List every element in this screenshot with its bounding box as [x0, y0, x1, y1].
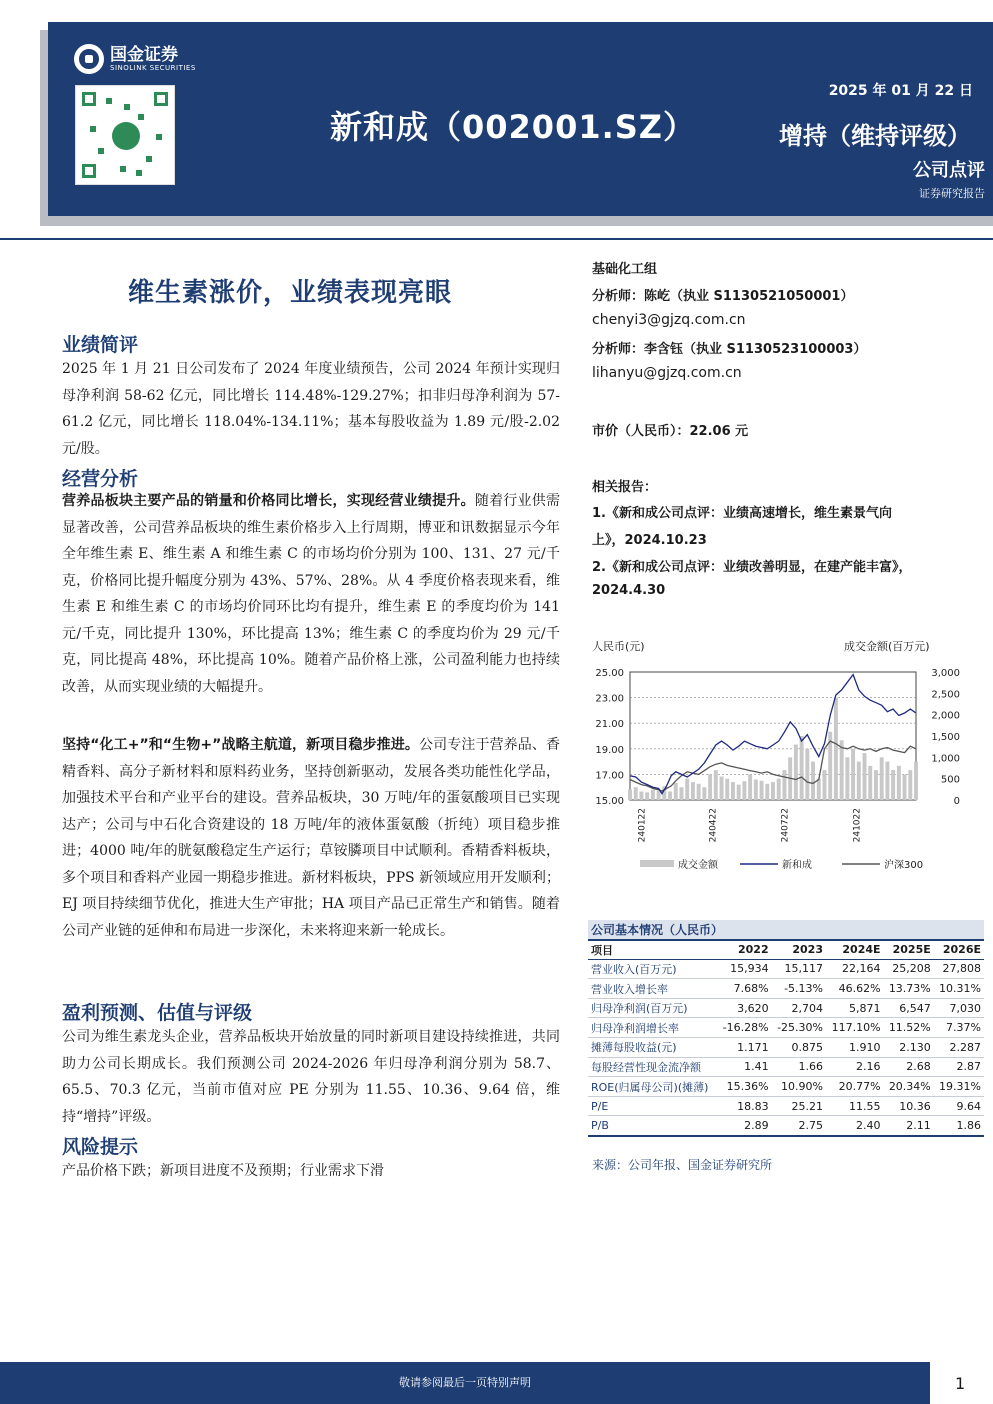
operations-lead-1: 营养品板块主要产品的销量和价格同比增长，实现经营业绩提升。 [62, 493, 475, 509]
table-cell: 11.55 [826, 1096, 884, 1116]
table-cell: 2.16 [826, 1057, 884, 1077]
volume-bar [720, 777, 724, 800]
volume-bar [857, 762, 861, 800]
table-cell: 20.77% [826, 1077, 884, 1097]
volume-bar [891, 770, 895, 800]
stock-chart [588, 636, 973, 881]
table-cell: 2023 [772, 940, 826, 960]
right-tick-label: 1,500 [931, 732, 960, 743]
volume-bar [903, 774, 907, 800]
table-cell: 22,164 [826, 959, 884, 979]
table-row-label: ROE(归属母公司)(摊薄) [588, 1077, 717, 1097]
table-cell: 1.66 [772, 1057, 826, 1077]
volume-bar [680, 787, 684, 800]
volume-bar [782, 770, 786, 800]
table-row-label: P/B [588, 1116, 717, 1136]
volume-bar [845, 757, 849, 800]
table-cell: 10.36 [884, 1096, 934, 1116]
x-tick-label: 240422 [708, 808, 719, 843]
table-cell: 27,808 [934, 959, 984, 979]
operations-text-1: 随着行业供需显著改善，公司营养品板块的维生素价格步入上行周期，博亚和讯数据显示今年全年维生素 E、维生素 A 和维生素 C 的市场均价分别为 100、131、27 元/千克，价格同比提升幅度分别为 43%、57%、28%。从 4 季度价格表现来看，维生素 E 和维生素 C 的市场均价同环比均有提升，维生素 E 的季度均价为 141 元/千克，同比提升 130%，环比提高 13%；维生素 C 的季度均价为 29 元/千克，同比提高 48%，环比提高 10%。随着产品价格上涨，公司盈利能力也持续改善，从而实现业绩的大幅提升。 [62, 493, 561, 695]
volume-bar [805, 749, 809, 800]
table-cell: -25.30% [772, 1018, 826, 1038]
table-row-label: 摊薄每股收益(元) [588, 1038, 717, 1058]
report-type: 公司点评 [913, 160, 985, 181]
table-cell: 6,547 [884, 998, 934, 1018]
table-cell: 19.31% [934, 1077, 984, 1097]
table-cell: 117.10% [826, 1018, 884, 1038]
left-tick-label: 17.00 [595, 770, 624, 782]
volume-bar [811, 762, 815, 800]
volume-bar [708, 774, 712, 800]
table-cell: 15,934 [717, 959, 771, 979]
volume-bar [800, 736, 804, 800]
x-tick-label: 241022 [852, 808, 863, 843]
table-row [588, 979, 984, 999]
logo-text-cn: 国金证券 [110, 44, 178, 65]
footer-bar [0, 1362, 930, 1404]
right-tick-label: 2,500 [931, 689, 960, 701]
forecast-text: 公司为维生素龙头企业，营养品板块开始放量的同时新项目建设持续推进，共同助力公司长期成长。我们预测公司 2024-2026 年归母净利润分别为 58.7、65.5、70.3 亿元，当前市值对应 PE 分别为 11.55、10.36、9.64 倍，维持“增持”评级。 [62, 1029, 560, 1125]
table-row-label: 项目 [588, 940, 717, 960]
table-cell: 2.68 [884, 1057, 934, 1077]
brand-logo [74, 44, 196, 74]
table-row [588, 1038, 984, 1058]
table-row-label: 归母净利润(百万元) [588, 998, 717, 1018]
page-title: 新和成（002001.SZ） [330, 108, 697, 146]
legend-label-index: 沪深300 [884, 860, 924, 871]
related-report-2-line-2[interactable]: 2024.4.30 [592, 583, 666, 598]
table-cell: 2.287 [934, 1038, 984, 1058]
legend-label-stock: 新和成 [782, 860, 812, 871]
table-cell: 0.875 [772, 1038, 826, 1058]
volume-bar [771, 782, 775, 800]
volume-bar [840, 740, 844, 800]
table-cell: 15.36% [717, 1077, 771, 1097]
related-report-2-line-1[interactable]: 2.《新和成公司点评：业绩改善明显，在建产能丰富》， [592, 560, 912, 575]
report-date: 2025 年 01 月 22 日 [828, 83, 973, 99]
left-tick-label: 23.00 [595, 693, 624, 705]
right-axis-label: 成交金额(百万元) [844, 640, 930, 653]
table-cell: 2.11 [884, 1116, 934, 1136]
analyst-1: 分析师：陈屹（执业 S1130521050001） [592, 289, 854, 304]
operations-para-1 [62, 488, 560, 700]
table-cell: 20.34% [884, 1077, 934, 1097]
report-subtype: 证券研究报告 [919, 187, 985, 200]
volume-bar [657, 791, 661, 800]
table-row [588, 1116, 984, 1136]
volume-bar [634, 787, 638, 800]
right-tick-label: 1,000 [931, 753, 960, 765]
operations-text-2: 公司专注于营养品、香精香料、高分子新材料和原料药业务，坚持创新驱动，发展各类功能性化学品，加强技术平台和产业平台的建设。营养品板块，30 万吨/年的蛋氨酸项目已实现达产；公司与中石化合资建设的 18 万吨/年的液体蛋氨酸（折纯）项目稳步推进；4000 吨/年的胱氨酸稳定生产运行；草铵膦项目中试顺利。香精香料板块，多个项目和香料产业园一期稳步推进。新材料板块，PPS 新领域应用开发顺利；EJ 项目持续细节优化，推进大生产审批；HA 项目产品已正常生产和销售。随着公司产业链的延伸和布局进一步深化，未来将迎来新一轮成长。 [62, 737, 561, 939]
table-cell: 7.37% [934, 1018, 984, 1038]
volume-bar [817, 779, 821, 800]
table-row-label: 归母净利润增长率 [588, 1018, 717, 1038]
table-cell: 13.73% [884, 979, 934, 999]
volume-bar [685, 779, 689, 800]
logo-text-en: SINOLINK SECURITIES [110, 63, 196, 72]
volume-bar [765, 784, 769, 800]
volume-bar [645, 792, 649, 800]
table-cell: 2.87 [934, 1057, 984, 1077]
volume-bar [691, 782, 695, 800]
footer-notice[interactable]: 敬请参阅最后一页特别声明 [399, 1376, 531, 1389]
left-tick-label: 19.00 [595, 744, 624, 756]
volume-bar [742, 781, 746, 800]
plot-frame [630, 672, 916, 800]
table-row [588, 998, 984, 1018]
related-report-1-line-1[interactable]: 1.《新和成公司点评：业绩高速增长，维生素景气向 [592, 506, 892, 521]
table-cell: 25,208 [884, 959, 934, 979]
company-basics-table [588, 920, 984, 1137]
analyst-2-email[interactable]: lihanyu@gjzq.com.cn [592, 365, 742, 381]
table-cell: 2026E [934, 940, 984, 960]
table-cell: 1.86 [934, 1116, 984, 1136]
volume-bar [737, 785, 741, 800]
volume-bar [714, 770, 718, 800]
table-cell: -16.28% [717, 1018, 771, 1038]
table-cell: 9.64 [934, 1096, 984, 1116]
volume-bar [880, 757, 884, 800]
table-row [588, 959, 984, 979]
table-cell: 2025E [884, 940, 934, 960]
volume-bar [674, 783, 678, 800]
table-row [588, 1018, 984, 1038]
table-row [588, 1077, 984, 1097]
table-cell: 2022 [717, 940, 771, 960]
table-cell: 2.89 [717, 1116, 771, 1136]
volume-bar [748, 774, 752, 800]
market-price: 市价（人民币）：22.06 元 [592, 424, 749, 439]
analyst-group: 基础化工组 [592, 262, 658, 277]
table-cell: 15,117 [772, 959, 826, 979]
operations-para-2 [62, 732, 560, 944]
volume-bar [885, 762, 889, 800]
volume-bar [639, 791, 643, 800]
volume-bar [823, 770, 827, 800]
table-cell: 1.171 [717, 1038, 771, 1058]
section-title-forecast: 盈利预测、估值与评级 [62, 1002, 253, 1024]
table-header-row [588, 940, 984, 960]
legend-label-volume: 成交金额 [678, 860, 718, 871]
table-cell: 2,704 [772, 998, 826, 1018]
table-cell: 2.75 [772, 1116, 826, 1136]
right-tick-label: 3,000 [931, 668, 960, 679]
table-cell: 10.31% [934, 979, 984, 999]
table-cell: 25.21 [772, 1096, 826, 1116]
section-title-performance: 业绩简评 [62, 334, 139, 356]
chart-legend [640, 858, 923, 871]
table-row-label: 营业收入增长率 [588, 979, 717, 999]
table-cell: 7.68% [717, 979, 771, 999]
volume-bar [908, 770, 912, 800]
page-number: 1 [955, 1374, 966, 1393]
table-cell: 3,620 [717, 998, 771, 1018]
related-report-1-line-2[interactable]: 上》，2024.10.23 [592, 533, 707, 548]
table-cell: 5,871 [826, 998, 884, 1018]
left-tick-label: 25.00 [595, 668, 624, 679]
qr-code-icon [75, 85, 175, 185]
volume-bar [754, 780, 758, 800]
x-tick-label: 240722 [780, 808, 791, 843]
table-cell: 10.90% [772, 1077, 826, 1097]
stock-line [630, 675, 916, 794]
table-cell: 2.130 [884, 1038, 934, 1058]
headline: 维生素涨价，业绩表现亮眼 [128, 278, 453, 308]
right-tick-label: 500 [940, 774, 960, 786]
table-row-label: 营业收入(百万元) [588, 959, 717, 979]
table-cell: 2.40 [826, 1116, 884, 1136]
table-row-label: P/E [588, 1096, 717, 1116]
table-row [588, 1057, 984, 1077]
table-title: 公司基本情况（人民币） [588, 920, 984, 940]
table-cell: 1.910 [826, 1038, 884, 1058]
volume-bar [651, 790, 655, 800]
analyst-2: 分析师：李含钰（执业 S1130523100003） [592, 342, 867, 357]
table-row [588, 1096, 984, 1116]
volume-bar [731, 782, 735, 800]
header-divider [0, 238, 993, 240]
logo-mark-icon [74, 44, 104, 74]
x-tick-label: 240122 [637, 808, 648, 843]
volume-bar [697, 784, 701, 800]
volume-bar [914, 762, 918, 800]
volume-bar [794, 745, 798, 800]
table-cell: 1.41 [717, 1057, 771, 1077]
volume-bar [868, 766, 872, 800]
table-cell: -5.13% [772, 979, 826, 999]
table-source: 来源：公司年报、国金证券研究所 [592, 1158, 773, 1172]
volume-bar [874, 770, 878, 800]
left-tick-label: 15.00 [595, 796, 624, 807]
right-tick-label: 0 [953, 796, 960, 807]
table-cell: 11.52% [884, 1018, 934, 1038]
volume-bar [668, 791, 672, 800]
section-title-operations: 经营分析 [62, 468, 139, 490]
table-row-label: 每股经营性现金流净额 [588, 1057, 717, 1077]
performance-text: 2025 年 1 月 21 日公司发布了 2024 年度业绩预告，公司 2024 年预计实现归母净利润 58-62 亿元，同比增长 114.48%-129.27%；扣非归母净利润为 57-61.2 亿元，同比增长 118.04%-134.11%；基本每股收益为 1.89 元/股-2.02 元/股。 [62, 361, 560, 457]
volume-bar [897, 766, 901, 800]
operations-lead-2: 坚持“化工+”和“生物+”战略主航道，新项目稳步推进。 [62, 737, 420, 753]
left-tick-label: 21.00 [595, 719, 624, 731]
volume-bar [725, 779, 729, 800]
risks-text: 产品价格下跌；新项目进度不及预期；行业需求下滑 [62, 1163, 384, 1179]
volume-bar [863, 753, 867, 800]
right-tick-label: 2,000 [931, 710, 960, 722]
volume-bar [628, 789, 632, 800]
table-cell: 18.83 [717, 1096, 771, 1116]
volume-bar [760, 781, 764, 800]
section-title-risks: 风险提示 [62, 1136, 139, 1158]
related-reports-title: 相关报告： [592, 480, 658, 495]
volume-bar [834, 698, 838, 800]
volume-bar [702, 787, 706, 800]
volume-bar [851, 749, 855, 800]
volume-bar [777, 779, 781, 800]
stock-chart-svg [588, 636, 973, 881]
header-banner [48, 22, 993, 216]
left-axis-label: 人民币(元) [592, 640, 645, 653]
analyst-1-email[interactable]: chenyi3@gjzq.com.cn [592, 312, 746, 328]
table-cell: 2024E [826, 940, 884, 960]
table-cell: 7,030 [934, 998, 984, 1018]
legend-swatch-volume [640, 860, 674, 867]
table-cell: 46.62% [826, 979, 884, 999]
rating: 增持（维持评级） [779, 122, 971, 150]
